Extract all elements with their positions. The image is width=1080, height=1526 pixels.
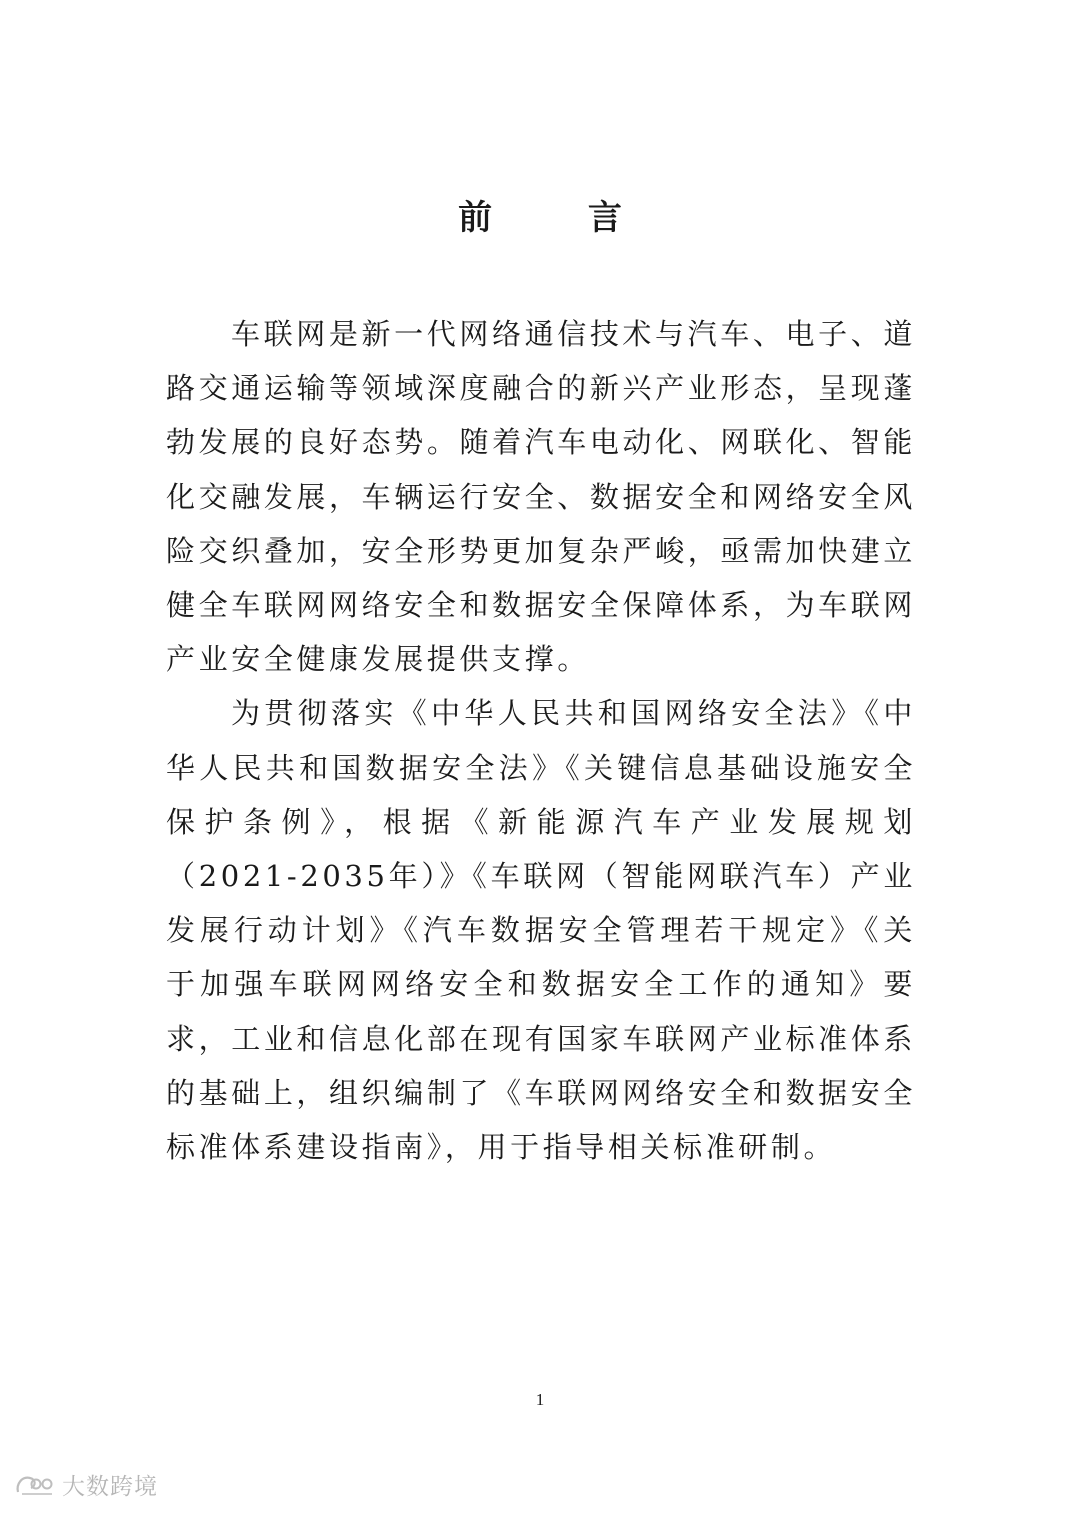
paragraph-intro: 车联网是新一代网络通信技术与汽车、电子、道路交通运输等领域深度融合的新兴产业形态，呈现蓬勃发展的良好态势。随着汽车电动化、网联化、智能化交融发展，车辆运行安全、数据安全和网络安全风险交织叠加，安全形势更加复杂严峻，亟需加快建立健全车联网网络安全和数据安全保障体系，为车联网产业安全健康发展提供支撑。 [166,317,916,677]
paragraph-basis: 为贯彻落实《中华人民共和国网络安全法》《中华人民共和国数据安全法》《关键信息基础设施安全保护条例》，根据《新能源汽车产业发展规划（2021-2035年）》《车联网（智能网联汽车）产业发展行动计划》《汽车数据安全管理若干规定》《关于加强车联网网络安全和数据安全工作的通知》要求，工业和信息化部在现有国家车联网产业标准体系的基础上，组织编制了《车联网网络安全和数据安全标准体系建设指南》，用于指导相关标准研制。 [166,696,916,1165]
watermark-text: 大数跨境 [62,1474,158,1500]
watermark [14,1468,158,1501]
watermark-logo-icon [14,1470,56,1500]
page-number: 1 [535,1390,545,1409]
page-title: 前 言 [458,198,664,238]
document-body [166,307,916,1174]
